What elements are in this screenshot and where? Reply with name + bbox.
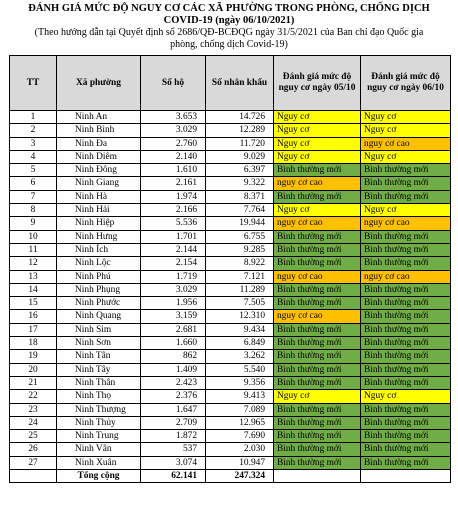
row-tt: 19: [10, 350, 57, 363]
table-row: [10, 230, 451, 243]
row-ward: Ninh Sim: [57, 323, 141, 336]
row-risk-0610: Nguy cơ: [361, 111, 451, 124]
row-risk-0610: Bình thường mới: [361, 416, 451, 429]
row-ward: Ninh Xuân: [57, 456, 141, 469]
row-households: 3.653: [141, 111, 206, 124]
row-tt: 26: [10, 443, 57, 456]
row-tt: 6: [10, 177, 57, 190]
row-ward: Ninh Thân: [57, 376, 141, 389]
row-households: 1.872: [141, 430, 206, 443]
row-ward: Ninh Hà: [57, 190, 141, 203]
row-tt: 2: [10, 124, 57, 137]
row-risk-0610: nguy cơ cao: [361, 270, 451, 283]
row-households: 2.144: [141, 243, 206, 256]
row-risk-0610: Nguy cơ: [361, 124, 451, 137]
row-risk-0510: Bình thường mới: [274, 416, 361, 429]
row-risk-0510: Bình thường mới: [274, 443, 361, 456]
row-population: 12.289: [206, 124, 274, 137]
total-tt: [10, 470, 57, 483]
row-ward: Ninh Đa: [57, 137, 141, 150]
row-risk-0610: nguy cơ cao: [361, 217, 451, 230]
table-row: [10, 124, 451, 137]
row-ward: Ninh An: [57, 111, 141, 124]
row-risk-0610: Bình thường mới: [361, 376, 451, 389]
row-population: 6.849: [206, 337, 274, 350]
row-households: 1.409: [141, 363, 206, 376]
table-header-row: [10, 56, 451, 111]
row-tt: 13: [10, 270, 57, 283]
header-households: Số hộ: [141, 56, 206, 111]
row-risk-0510: Bình thường mới: [274, 337, 361, 350]
row-households: 2.376: [141, 390, 206, 403]
row-population: 7.764: [206, 204, 274, 217]
row-households: 2.423: [141, 376, 206, 389]
row-risk-0510: Bình thường mới: [274, 323, 361, 336]
header-tt: TT: [10, 56, 57, 111]
row-risk-0610: Bình thường mới: [361, 350, 451, 363]
row-ward: Ninh Giang: [57, 177, 141, 190]
row-population: 9.285: [206, 243, 274, 256]
table-row: [10, 323, 451, 336]
table-row: [10, 283, 451, 296]
row-risk-0510: Nguy cơ: [274, 111, 361, 124]
row-population: 9.029: [206, 150, 274, 163]
row-risk-0610: Nguy cơ: [361, 204, 451, 217]
row-population: 9.413: [206, 390, 274, 403]
row-tt: 16: [10, 310, 57, 323]
row-tt: 1: [10, 111, 57, 124]
row-ward: Ninh Sơn: [57, 337, 141, 350]
row-population: 3.262: [206, 350, 274, 363]
row-tt: 15: [10, 297, 57, 310]
row-risk-0510: Bình thường mới: [274, 376, 361, 389]
row-households: 2.140: [141, 150, 206, 163]
row-risk-0510: Bình thường mới: [274, 363, 361, 376]
total-risk-0510: [274, 470, 361, 483]
row-households: 1.647: [141, 403, 206, 416]
total-households: 62.141: [141, 470, 206, 483]
table-row: [10, 177, 451, 190]
row-risk-0610: Bình thường mới: [361, 363, 451, 376]
table-row: [10, 363, 451, 376]
row-ward: Ninh Thọ: [57, 390, 141, 403]
row-risk-0610: Bình thường mới: [361, 297, 451, 310]
row-risk-0510: Bình thường mới: [274, 403, 361, 416]
row-population: 7.690: [206, 430, 274, 443]
row-population: 2.030: [206, 443, 274, 456]
risk-assessment-table: [9, 55, 451, 483]
table-body: [10, 111, 451, 470]
row-tt: 23: [10, 403, 57, 416]
total-row: [10, 470, 451, 483]
row-tt: 25: [10, 430, 57, 443]
row-risk-0610: Bình thường mới: [361, 310, 451, 323]
row-risk-0510: Nguy cơ: [274, 137, 361, 150]
row-ward: Ninh Trung: [57, 430, 141, 443]
row-population: 7.505: [206, 297, 274, 310]
row-population: 14.726: [206, 111, 274, 124]
row-risk-0510: Bình thường mới: [274, 283, 361, 296]
row-risk-0610: Bình thường mới: [361, 283, 451, 296]
row-population: 8.371: [206, 190, 274, 203]
row-population: 7.121: [206, 270, 274, 283]
row-ward: Ninh Phước: [57, 297, 141, 310]
row-tt: 7: [10, 190, 57, 203]
row-tt: 11: [10, 243, 57, 256]
row-risk-0510: nguy cơ cao: [274, 310, 361, 323]
table-row: [10, 297, 451, 310]
row-tt: 5: [10, 164, 57, 177]
row-tt: 24: [10, 416, 57, 429]
row-population: 11.720: [206, 137, 274, 150]
document-title: [0, 3, 458, 51]
row-risk-0510: Nguy cơ: [274, 204, 361, 217]
table-row: [10, 190, 451, 203]
row-risk-0610: Bình thường mới: [361, 430, 451, 443]
row-tt: 4: [10, 150, 57, 163]
row-tt: 10: [10, 230, 57, 243]
row-risk-0610: Bình thường mới: [361, 190, 451, 203]
row-households: 2.166: [141, 204, 206, 217]
row-risk-0610: Bình thường mới: [361, 456, 451, 469]
table-row: [10, 111, 451, 124]
row-risk-0510: Bình thường mới: [274, 456, 361, 469]
header-risk-0510: Đánh giá mức độ nguy cơ ngày 05/10: [274, 56, 361, 111]
table-row: [10, 137, 451, 150]
table-row: [10, 217, 451, 230]
row-households: 862: [141, 350, 206, 363]
table-row: [10, 350, 451, 363]
row-risk-0510: nguy cơ cao: [274, 217, 361, 230]
row-ward: Ninh Quang: [57, 310, 141, 323]
table-row: [10, 270, 451, 283]
row-ward: Ninh Diêm: [57, 150, 141, 163]
row-risk-0510: Nguy cơ: [274, 150, 361, 163]
row-population: 12.310: [206, 310, 274, 323]
table-row: [10, 416, 451, 429]
row-households: 3.159: [141, 310, 206, 323]
row-population: 12.965: [206, 416, 274, 429]
header-ward: Xã phường: [57, 56, 141, 111]
row-households: 1.956: [141, 297, 206, 310]
table-row: [10, 164, 451, 177]
title-line-2: COVID-19 (ngày 06/10/2021): [163, 15, 295, 26]
table-row: [10, 150, 451, 163]
title-line-3: (Theo hướng dẫn tại Quyết định số 2686/QĐ-BCĐQG ngày 31/5/2021 của Ban chỉ đạo Quốc gia: [34, 27, 424, 38]
row-risk-0610: Bình thường mới: [361, 403, 451, 416]
row-risk-0610: Bình thường mới: [361, 257, 451, 270]
row-ward: Ninh Lộc: [57, 257, 141, 270]
row-risk-0510: nguy cơ cao: [274, 177, 361, 190]
row-tt: 9: [10, 217, 57, 230]
table-row: [10, 443, 451, 456]
header-risk-0610: Đánh giá mức độ nguy cơ ngày 06/10: [361, 56, 451, 111]
table-row: [10, 430, 451, 443]
row-ward: Ninh Bình: [57, 124, 141, 137]
row-ward: Ninh Tân: [57, 350, 141, 363]
table-row: [10, 403, 451, 416]
row-ward: Ninh Hải: [57, 204, 141, 217]
row-risk-0610: Bình thường mới: [361, 337, 451, 350]
row-risk-0510: Bình thường mới: [274, 350, 361, 363]
row-ward: Ninh Hưng: [57, 230, 141, 243]
table-row: [10, 243, 451, 256]
row-ward: Ninh Ích: [57, 243, 141, 256]
row-risk-0610: Nguy cơ: [361, 390, 451, 403]
row-risk-0610: Bình thường mới: [361, 177, 451, 190]
row-households: 1.660: [141, 337, 206, 350]
row-ward: Ninh Đông: [57, 164, 141, 177]
table-row: [10, 456, 451, 469]
row-households: 1.719: [141, 270, 206, 283]
row-risk-0510: Bình thường mới: [274, 257, 361, 270]
row-ward: Ninh Thủy: [57, 416, 141, 429]
row-population: 10.947: [206, 456, 274, 469]
row-risk-0510: Bình thường mới: [274, 164, 361, 177]
row-population: 11.289: [206, 283, 274, 296]
row-risk-0610: Bình thường mới: [361, 323, 451, 336]
title-line-4: phòng, chống dịch Covid-19): [170, 39, 288, 50]
row-tt: 18: [10, 337, 57, 350]
row-households: 2.760: [141, 137, 206, 150]
table-row: [10, 310, 451, 323]
row-households: 2.681: [141, 323, 206, 336]
table-row: [10, 376, 451, 389]
row-tt: 8: [10, 204, 57, 217]
row-households: 537: [141, 443, 206, 456]
total-population: 247.324: [206, 470, 274, 483]
table-row: [10, 390, 451, 403]
row-tt: 22: [10, 390, 57, 403]
row-households: 1.701: [141, 230, 206, 243]
table-row: [10, 337, 451, 350]
row-ward: Ninh Phú: [57, 270, 141, 283]
row-ward: Ninh Tây: [57, 363, 141, 376]
row-households: 5.536: [141, 217, 206, 230]
row-households: 1.974: [141, 190, 206, 203]
row-tt: 21: [10, 376, 57, 389]
header-population: Số nhân khẩu: [206, 56, 274, 111]
row-ward: Ninh Thượng: [57, 403, 141, 416]
table-row: [10, 204, 451, 217]
row-population: 6.397: [206, 164, 274, 177]
row-risk-0610: Nguy cơ: [361, 150, 451, 163]
row-households: 2.709: [141, 416, 206, 429]
row-risk-0510: nguy cơ cao: [274, 270, 361, 283]
row-tt: 27: [10, 456, 57, 469]
row-population: 8.922: [206, 257, 274, 270]
row-population: 5.540: [206, 363, 274, 376]
row-households: 3.029: [141, 283, 206, 296]
row-population: 9.356: [206, 376, 274, 389]
row-population: 9.434: [206, 323, 274, 336]
row-ward: Ninh Hiệp: [57, 217, 141, 230]
row-tt: 20: [10, 363, 57, 376]
row-tt: 12: [10, 257, 57, 270]
row-households: 3.074: [141, 456, 206, 469]
row-risk-0510: Nguy cơ: [274, 124, 361, 137]
row-population: 9.322: [206, 177, 274, 190]
row-tt: 14: [10, 283, 57, 296]
row-population: 19.944: [206, 217, 274, 230]
row-households: 1.610: [141, 164, 206, 177]
row-risk-0510: Bình thường mới: [274, 430, 361, 443]
row-risk-0510: Bình thường mới: [274, 230, 361, 243]
title-line-1: ĐÁNH GIÁ MỨC ĐỘ NGUY CƠ CÁC XÃ PHƯỜNG TRONG PHÒNG, CHỐNG DỊCH: [28, 3, 430, 14]
row-risk-0610: Bình thường mới: [361, 230, 451, 243]
row-population: 7.089: [206, 403, 274, 416]
table-row: [10, 257, 451, 270]
row-risk-0510: Nguy cơ: [274, 390, 361, 403]
row-population: 6.755: [206, 230, 274, 243]
row-risk-0510: Bình thường mới: [274, 297, 361, 310]
row-risk-0610: Bình thường mới: [361, 443, 451, 456]
row-risk-0510: Bình thường mới: [274, 190, 361, 203]
row-households: 3.029: [141, 124, 206, 137]
row-ward: Ninh Vân: [57, 443, 141, 456]
row-tt: 3: [10, 137, 57, 150]
row-risk-0510: Bình thường mới: [274, 243, 361, 256]
row-risk-0610: Bình thường mới: [361, 164, 451, 177]
row-households: 2.161: [141, 177, 206, 190]
total-label: Tổng cộng: [57, 470, 141, 483]
row-risk-0610: Bình thường mới: [361, 243, 451, 256]
row-ward: Ninh Phụng: [57, 283, 141, 296]
row-risk-0610: nguy cơ cao: [361, 137, 451, 150]
total-risk-0610: [361, 470, 451, 483]
row-tt: 17: [10, 323, 57, 336]
row-households: 2.154: [141, 257, 206, 270]
